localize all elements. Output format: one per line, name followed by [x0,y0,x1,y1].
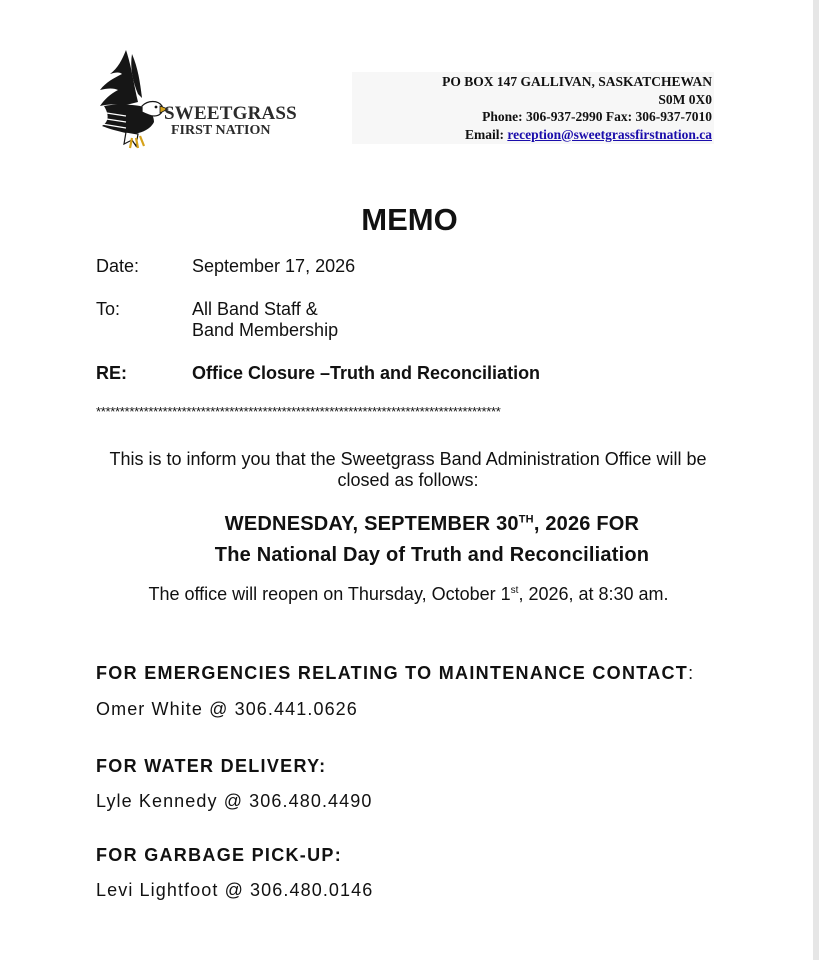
eagle-logo-icon [96,46,176,154]
closure-date-suffix: TH [518,513,534,526]
closure-date-year: , 2026 FOR [533,513,640,535]
organization-subtitle: FIRST NATION [171,123,271,138]
re-label: RE: [96,363,127,383]
maintenance-heading [96,663,694,684]
water-delivery-heading: FOR WATER DELIVERY: [96,756,327,776]
intro-line-2: closed as follows: [337,470,479,490]
to-line-1: All Band Staff & [192,299,318,319]
memo-title: MEMO [361,202,458,237]
organization-name: SWEETGRASS [164,103,297,124]
reopen-notice [0,584,817,605]
intro-paragraph [96,449,720,491]
closure-reason: The National Day of Truth and Reconciliation [214,544,650,566]
to-recipients [192,299,338,341]
date-label: Date: [96,256,140,276]
garbage-pickup-heading: FOR GARBAGE PICK-UP: [96,845,342,865]
organization-logo [96,46,296,156]
to-label: To: [96,299,121,319]
closure-date [0,513,819,536]
garbage-pickup-contact: Levi Lightfoot @ 306.480.0146 [96,880,374,900]
water-delivery-contact: Lyle Kennedy @ 306.480.4490 [96,791,373,811]
email-link[interactable]: reception@sweetgrassfirstnation.ca [507,126,712,142]
letterhead-address [352,72,714,144]
intro-line-1: This is to inform you that the Sweetgrass Band Administration Office will be [109,449,707,469]
date-value: September 17, 2026 [192,256,356,276]
closure-date-text: WEDNESDAY, SEPTEMBER 30 [224,513,519,535]
reopen-date-suffix: st [510,585,519,596]
reopen-time: , 2026, at 8:30 am. [518,584,669,604]
maintenance-heading-text: FOR EMERGENCIES RELATING TO MAINTENANCE CONTACT [96,663,689,683]
address-line: PO BOX 147 GALLIVAN, SASKATCHEWAN [442,74,712,89]
reopen-text: The office will reopen on Thursday, October 1 [148,584,511,604]
to-line-2: Band Membership [192,320,339,340]
email-line [352,126,712,144]
re-subject: Office Closure –Truth and Reconciliation [192,363,541,383]
phone-fax-line: Phone: 306-937-2990 Fax: 306-937-7010 [482,109,712,124]
separator-line: ************************************************************************************* [96,404,501,419]
page-edge [813,0,819,960]
email-label: Email: [464,126,504,142]
maintenance-heading-colon: : [688,663,695,683]
postal-code: S0M 0X0 [658,91,712,107]
maintenance-contact: Omer White @ 306.441.0626 [96,699,358,719]
